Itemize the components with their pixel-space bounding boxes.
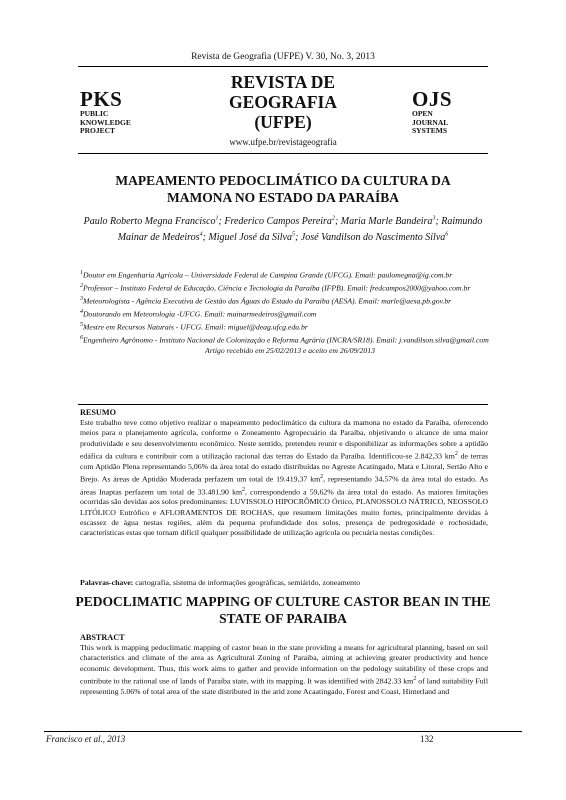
journal-masthead xyxy=(180,72,386,132)
ojs-logo-line: JOURNAL xyxy=(412,117,449,127)
affiliation-item: $^3$Meteorologista - Agência Executiva de Gestão das Águas do Estado da Paraíba (AESA). Email: marle@aesa.pb.gov.br xyxy=(80,296,452,306)
masthead-line: GEOGRAFIA xyxy=(229,92,337,112)
pks-logo-line: KNOWLEDGE xyxy=(80,117,131,127)
journal-citation: Revista de Geografia (UFPE) V. 30, No. 3, 2013 xyxy=(191,52,375,62)
resumo-text: Este trabalho teve como objetivo realizar o mapeamento pedoclimático da cultura da mamona no estado da Paraíba, oferecendo meios para o planejamento agrícola, conforme o Zoneamento Agropecuário da Paraíba, objetivando o alcance de uma maior produtividade e seu desenvolvimento econômico. Neste sentido, pretendeu reunir e disponibilizar as informações sobre a aptidão edáfica da cultura e contribuir com a utilização racional das terras do Estado da Paraíba. Identificou-se 2.842,33 $km^2$ de terras com Aptidão Plena representando 5,06% da área total do estado distribuídas no Agreste Acatingado, Mata e Litoral, Sertão Alto e Brejo. As áreas de Aptidão Moderada perfazem um total de 19.419,37 $km^2$, representando 34,57% da área total do estado. As áreas Inaptas perfazem um total de 33.481,90 $km^2$, correspondendo a 59,62% da área total do estado. As maiores limitações ocorridas são devidas aos solos predominantes: LUVISSOLO HIPOCRÔMICO Órtico, PLANOSSOLO NÁTRICO, NEOSSOLO LITÓLICO Eutrófico e AFLORAMENTOS DE ROCHAS, que resumem limitações muito fortes, principalmente devidas à escassez de água nestas regiões, além da pequena profundidade dos solos, presença de pedregosidade e rochosidade, características estas que tornam difícil qualquer possibilidade de utilização agrícola ou pecuária nestas condições. xyxy=(80,418,488,538)
page-number: 132 xyxy=(420,734,434,744)
article-title-pt xyxy=(60,172,506,206)
pks-logo xyxy=(80,88,131,136)
author-list xyxy=(72,213,494,244)
footer-rule xyxy=(44,731,522,732)
pks-logo-text: PKS xyxy=(80,87,123,111)
journal-url[interactable]: www.ufpe.br/revistageografia xyxy=(229,137,337,147)
pks-logo-line: PROJECT xyxy=(80,126,116,135)
abstract-rule xyxy=(78,404,488,405)
author-name: Frederico Campos Pereira$^2$; xyxy=(224,216,341,228)
abstract-section xyxy=(80,633,488,697)
header-top-rule xyxy=(78,66,488,67)
affiliations xyxy=(80,268,500,357)
author-name: Paulo Roberto Megna Francisco$^1$; xyxy=(83,216,225,228)
footer-citation: Francisco et al., 2013 xyxy=(46,734,126,744)
author-name: Miguel José da Silva$^5$; xyxy=(208,231,301,243)
ojs-logo-line: SYSTEMS xyxy=(412,126,448,135)
ojs-logo xyxy=(412,88,452,136)
masthead-line: REVISTA DE xyxy=(230,72,336,92)
author-name: José Vandilson do Nascimento Silva$^6$ xyxy=(300,231,449,243)
affiliation-item: $^5$Mestre em Recursos Naturais - UFCG. Email: miguel@deag.ufcg.edu.br xyxy=(80,322,308,332)
author-name: Maria Marle Bandeira$^3$; xyxy=(340,216,442,228)
title-line: MAMONA NO ESTADO DA PARAÍBA xyxy=(166,190,399,205)
keywords-label: Palavras-chave: xyxy=(80,578,134,587)
ojs-logo-text: OJS xyxy=(412,87,453,111)
resumo-section xyxy=(80,408,488,538)
affiliation-item: $^2$Professor – Instituto Federal de Educação, Ciência e Tecnologia da Paraíba (IFPB). Email: fredcampos2000@yahoo.com.br xyxy=(80,283,471,293)
abstract-heading: ABSTRACT xyxy=(80,633,125,642)
abstract-text: This work is mapping pedoclimatic mapping of castor bean in the state providing a means for agricultural planning, based on soil characteristics and climate of the area as Agricultural Zoning of Paraiba, aiming at achieving greater productivity and hence economic development. Thus, this work aims to gather and provide information on the pedology suitability of these crops and contribute to the rational use of lands of Paraíba state, with its mapping. It was identified with 2842.33 $km^2$ of land suitability Full representing 5.06% of total area of the state distributed in the arid zone Acaatingado, Forest and Coast, Hinterland and xyxy=(80,643,488,696)
ojs-logo-line: OPEN xyxy=(412,109,433,118)
resumo-heading: RESUMO xyxy=(80,408,116,417)
title-line: STATE OF PARAIBA xyxy=(219,611,347,626)
header-bottom-rule xyxy=(78,153,488,154)
affiliation-item: $^4$Doutorando em Meteorologia -UFCG. Email: mainarmedeiros@gmail.com xyxy=(80,309,317,319)
affiliation-item: $^1$Doutor em Engenharia Agrícola – Universidade Federal de Campina Grande (UFCG). Email: paulomegna@ig.com.br xyxy=(80,270,453,280)
article-title-en xyxy=(60,593,506,627)
masthead-line: (UFPE) xyxy=(254,112,312,132)
keywords-text: cartografia, sistema de informações geográficas, semiárido, zoneamento xyxy=(133,578,361,587)
author-name: Raimundo Mainar de Medeiros$^4$; xyxy=(117,216,483,243)
title-line: MAPEAMENTO PEDOCLIMÁTICO DA CULTURA DA xyxy=(115,173,451,188)
title-line: PEDOCLIMATIC MAPPING OF CULTURE CASTOR BEAN IN THE xyxy=(75,594,491,609)
keywords xyxy=(80,578,488,587)
received-date: Artigo recebido em 25/02/2013 e aceito em 26/09/2013 xyxy=(205,346,375,356)
pks-logo-line: PUBLIC xyxy=(80,109,109,118)
affiliation-item: $^6$Engenheiro Agrônomo - Instituto Nacional de Colonização e Reforma Agrária (INCRA/SR18). Email: j.vandilson.silva@gmail.com xyxy=(80,335,489,345)
